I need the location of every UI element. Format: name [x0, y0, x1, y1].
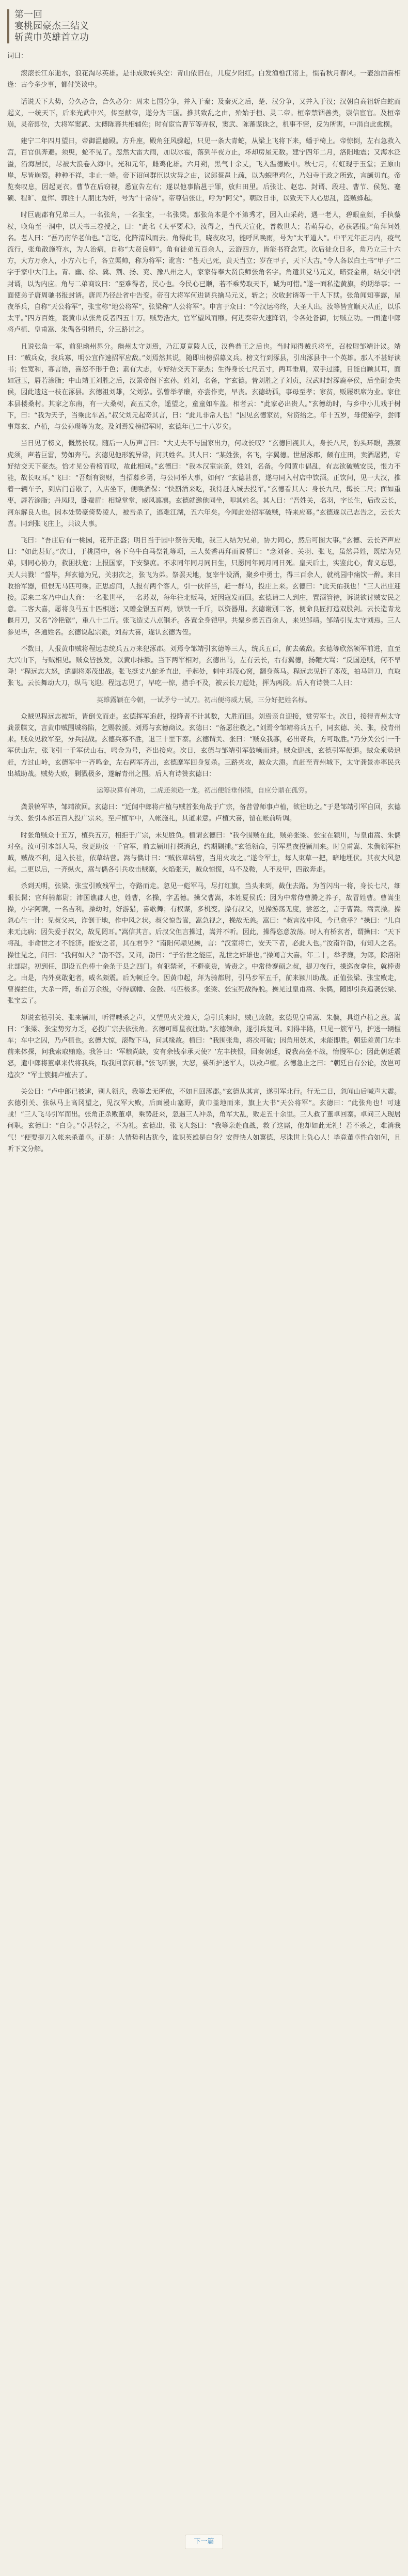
opening-verse: 滚滚长江东逝水，浪花淘尽英雄。是非成败转头空：青山依旧在，几度夕阳红。白发渔樵江渚上，惯看秋月春风。一壶浊酒喜相逢：古今多少事，都付笑谈中。: [7, 70, 401, 89]
paragraph-7: 不数日，人报黄巾贼将程远志统兵五万来犯涿郡。刘焉令邹靖引玄德等三人，统兵五百，前去破敌。玄德等欣然领军前进，直至大兴山下，与贼相见。贼众皆披发，以黄巾抹额。当下两军相对，玄德出马，左有云长，右有翼德，扬鞭大骂：“反国逆贼，何不早降！”程远志大怒，遣副将邓茂出战。张飞挺丈八蛇矛直出，手起处，刺中邓茂心窝，翻身落马。程远志见折了邓茂，拍马舞刀，直取张飞。云长舞动大刀，纵马飞迎。程远志见了，早吃一惊，措手不及，被云长刀起处，挥为两段。后人有诗赞二人曰：: [7, 645, 401, 688]
paragraph-3: 时巨鹿郡有兄弟三人，一名张角，一名张宝，一名张梁。那张角本是个不第秀才，因入山采药，遇一老人，碧眼童颜，手执藜杖，唤角至一洞中，以天书三卷授之，曰：“此名《太平要术》，汝得之，当代天宣化，普救世人；若萌异心，必获恶报。”角拜问姓名。老人曰：“吾乃南华老仙也。”言讫，化阵清风而去。角得此书，晓夜攻习，能呼风唤雨，号为“太平道人”。中平元年正月内，疫气流行，张角散施符水，为人治病，自称“大贤良师”。角有徒弟五百余人，云游四方，皆能书符念咒。次后徒众日多，角乃立三十六方，大方万余人，小方六七千，各立渠帅，称为将军；讹言：“苍天已死，黄天当立；岁在甲子，天下大吉。”令人各以白土书“甲子”二字于家中大门上。青、幽、徐、冀、荆、扬、兖、豫八州之人，家家侍奉大贤良师张角名字。角遣其党马元义，暗赍金帛，结交中涓封谞，以为内应。角与二弟商议曰：“至难得者，民心也。今民心已顺，若不乘势取天下，诚为可惜。”遂一面私造黄旗，约期举事；一面使弟子唐周驰书报封谞。唐周乃径赴省中告变。帝召大将军何进调兵擒马元义，斩之；次收封谞等一干人下狱。张角闻知事露，星夜举兵，自称“天公将军”，张宝称“地公将军”，张梁称“人公将军”。申言于众曰：“今汉运将终，大圣人出。汝等皆宜顺天从正，以乐太平。”四方百姓，裹黄巾从张角反者四五十万。贼势浩大，官军望风而靡。何进奏帝火速降诏，令各处备御，讨贼立功。一面遣中郎将卢植、皇甫嵩、朱儁各引精兵，分三路讨之。: [7, 211, 401, 334]
chapter-header: [7, 9, 401, 43]
poem-1: 英雄露颖在今朝，一试矛兮一试刀。初出便将威力展，三分好把姓名标。: [96, 696, 311, 704]
opening-label: 词曰：: [7, 52, 28, 60]
paragraph-4: 且说张角一军，前犯幽州界分。幽州太守刘焉，乃江夏竟陵人氏，汉鲁恭王之后也。当时闻得贼兵将至，召校尉邹靖计议。靖曰：“贼兵众，我兵寡，明公宜作速招军应敌。”刘焉然其说，随即出榜招募义兵。榜文行到涿县，引出涿县中一个英雄。那人不甚好读书；性宽和，寡言语，喜怒不形于色；素有大志，专好结交天下豪杰；生得身长七尺五寸，两耳垂肩，双手过膝，目能自顾其耳，面如冠玉，唇若涂脂；中山靖王刘胜之后，汉景帝阁下玄孙，姓刘，名备，字玄德。昔刘胜之子刘贞，汉武时封涿鹿亭侯，后坐酎金失侯，因此遗这一枝在涿县。玄德祖刘雄，父刘弘。弘曾举孝廉，亦尝作吏，早丧。玄德幼孤，事母至孝；家贫，贩屦织席为业。家住本县楼桑村。其家之东南，有一大桑树，高五丈余，遥望之，童童如车盖。相者云：“此家必出贵人。”玄德幼时，与乡中小儿戏于树下，曰：“我为天子，当乘此车盖。”叔父刘元起奇其言，曰：“此儿非常人也！”因见玄德家贫，常资给之。年十五岁，母使游学，尝师事郑玄、卢植，与公孙瓒等为友。及刘焉发榜招军时，玄德年已二十八岁矣。: [7, 343, 401, 431]
paragraph-8: 众贼见程远志被斩，皆倒戈而走。玄德挥军追赶，投降者不计其数，大胜而回。刘焉亲自迎接，赏劳军士。次日，接得青州太守龚景牒文，言黄巾贼围城将陷，乞赐救援。刘焉与玄德商议。玄德曰：“备愿往救之。”刘焉令邹靖将兵五千，同玄德、关、张，投青州来。贼众见救军至，分兵混战。玄德兵寡不胜，退三十里下寨。玄德谓关、张曰：“贼众我寡，必出奇兵，方可取胜。”乃分关公引一千军伏山左，张飞引一千军伏山右，鸣金为号，齐出接应。次日，玄德与邹靖引军鼓噪而进。贼众迎战，玄德引军便退。贼众乘势追赶，方过山岭，玄德军中一齐鸣金，左右两军齐出，玄德麾军回身复杀。三路夹攻，贼众大溃。直赶至青州城下，太守龚景亦率民兵出城助战。贼势大败，剿戮极多，遂解青州之围。后人有诗赞玄德曰：: [7, 712, 401, 778]
chapter-title-line-1: 宴桃园豪杰三结义: [14, 21, 89, 32]
paragraph-1: 话说天下大势，分久必合，合久必分：周末七国分争，并入于秦；及秦灭之后，楚、汉分争，又并入于汉；汉朝自高祖斩白蛇而起义，一统天下，后来光武中兴，传至献帝，遂分为三国。推其致乱之由，殆始于桓、灵二帝。桓帝禁锢善类，崇信宦官。及桓帝崩，灵帝即位，大将军窦武、太傅陈蕃共相辅佐；时有宦官曹节等弄权，窦武、陈蕃谋诛之，机事不密，反为所害，中涓自此愈横。: [7, 98, 401, 129]
chapter-number: 第一回: [14, 9, 42, 20]
paragraph-12: 却说玄德引关、张来颍川，听得喊杀之声，又望见火光烛天，急引兵来时，贼已败散。玄德见皇甫嵩、朱儁，具道卢植之意。嵩曰：“张梁、张宝势穷力乏，必投广宗去依张角。玄德可即星夜往助。”玄德领命，遂引兵复回。到得半路，只见一簇军马，护送一辆槛车；车中之囚，乃卢植也。玄德大惊，滚鞍下马，问其缘故。植曰：“我围张角，将次可破；因角用妖术，未能即胜。朝廷差黄门左丰前来体探，问我索取贿赂。我答曰：‘军粮尚缺，安有余钱奉承天使？’左丰挟恨，回奏朝廷，说我高垒不战，惰慢军心；因此朝廷震怒，遣中郎将董卓来代将我兵，取我回京问罪。”张飞听罢，大怒，要斩护送军人，以救卢植。玄德急止之曰：“朝廷自有公论，汝岂可造次？”军士簇拥卢植去了。: [7, 1014, 401, 1079]
paragraph-10: 时张角贼众十五万，植兵五万，相拒于广宗，未见胜负。植谓玄德曰：“我今围贼在此，贼弟张梁、张宝在颍川，与皇甫嵩、朱儁对垒。汝可引本部人马，我更助汝一千官军，前去颍川打探消息，约期剿捕。”玄德领命，引军星夜投颍川来。时皇甫嵩、朱儁领军拒贼，贼战不利，退入长社，依草结营。嵩与儁计曰：“贼依草结营，当用火攻之。”遂令军士，每人束草一把，暗地埋伏。其夜大风忽起。二更以后，一齐纵火，嵩与儁各引兵攻击贼寨，火焰张天，贼众惊慌，马不及鞍，人不及甲，四散奔走。: [7, 831, 401, 874]
next-chapter-button[interactable]: 下一篇: [185, 2535, 223, 2549]
pager: [0, 2535, 408, 2549]
paragraph-6: 飞曰：“吾庄后有一桃园，花开正盛；明日当于园中祭告天地，我三人结为兄弟，协力同心，然后可图大事。”玄德、云长齐声应曰：“如此甚好。”次日，于桃园中，备下乌牛白马祭礼等项，三人焚香再拜而说誓曰：“念刘备、关羽、张飞，虽然异姓，既结为兄弟，则同心协力，救困扶危；上报国家，下安黎庶。不求同年同月同日生，只愿同年同月同日死。皇天后土，实鉴此心，背义忘恩，天人共戮！”誓毕，拜玄德为兄，关羽次之，张飞为弟。祭罢天地，复宰牛设酒，聚乡中勇士，得三百余人，就桃园中痛饮一醉。来日收拾军器，但恨无马匹可乘。正思虑间，人报有两个客人，引一伙伴当，赶一群马，投庄上来。玄德曰：“此天佑我也！”三人出庄迎接。原来二客乃中山大商：一名张世平，一名苏双，每年往北贩马，近因寇发而回。玄德请二人到庄，置酒管待，诉说欲讨贼安民之意。二客大喜，愿将良马五十匹相送；又赠金银五百两，镔铁一千斤，以资器用。玄德谢别二客，便命良匠打造双股剑。云长造青龙偃月刀，又名“冷艳锯”，重八十二斤。张飞造丈八点钢矛。各置全身铠甲。共聚乡勇五百余人，来见邹靖。邹靖引见太守刘焉。三人参见毕，各通姓名。玄德说起宗派，刘焉大喜，遂认玄德为侄。: [7, 536, 401, 637]
paragraph-9: 龚景犒军毕，邹靖欲回。玄德曰：“近闻中郎将卢植与贼首张角战于广宗，备昔曾师事卢植，欲往助之。”于是邹靖引军自回，玄德与关、张引本部五百人投广宗来。至卢植军中，入帐施礼，具道来意。卢植大喜，留在帐前听调。: [7, 803, 401, 823]
chapter-title-line-2: 斩黄巾英雄首立功: [14, 32, 89, 43]
paragraph-5: 当日见了榜文，慨然长叹。随后一人厉声言曰：“大丈夫不与国家出力，何故长叹？”玄德回视其人，身长八尺，豹头环眼，燕颔虎须，声若巨雷，势如奔马。玄德见他形貌异常，问其姓名。其人曰：“某姓张，名飞，字翼德。世居涿郡，颇有庄田，卖酒屠猪，专好结交天下豪杰。恰才见公看榜而叹，故此相问。”玄德曰：“我本汉室宗亲，姓刘，名备。今闻黄巾倡乱，有志欲破贼安民，恨力不能，故长叹耳。”飞曰：“吾颇有资财，当招募乡勇，与公同举大事，如何？”玄德甚喜，遂与同入村店中饮酒。正饮间，见一大汉，推着一辆车子，到店门首歇了，入店坐下，便唤酒保：“快斟酒来吃，我待赶入城去投军。”玄德看其人：身长九尺，髯长二尺；面如重枣，唇若涂脂；丹凤眼，卧蚕眉：相貌堂堂，威风凛凛。玄德就邀他同坐，叩其姓名。其人曰：“吾姓关，名羽，字长生，后改云长，河东解良人也。因本处势豪倚势凌人，被吾杀了，逃难江湖，五六年矣。今闻此处招军破贼，特来应募。”玄德遂以己志告之，云长大喜。同到张飞庄上，共议大事。: [7, 440, 401, 528]
paragraph-13: 关公曰：“卢中郎已被逮，别人领兵，我等去无所依，不如且回涿郡。”玄德从其言，遂引军北行。行无二日，忽闻山后喊声大震。玄德引关、张纵马上高冈望之，见汉军大败，后面漫山塞野，黄巾盖地而来，旗上大书“天公将军”。玄德曰：“此张角也！可速战！”三人飞马引军而出。张角正杀败董卓，乘势赶来，忽遇三人冲杀，角军大乱，败走五十余里。三人救了董卓回寨。卓问三人现居何职。玄德曰：“白身。”卓甚轻之，不为礼。玄德出，张飞大怒曰：“我等亲赴血战，救了这厮，他却如此无礼！若不杀之，难消我气！”便要提刀入帐来杀董卓。正是：人情势利古犹今，谁识英雄是白身？安得快人如翼德，尽诛世上负心人！毕竟董卓性命如何，且听下文分解。: [7, 1088, 401, 1153]
chapter-content: [7, 51, 401, 1155]
poem-2: 运筹决算有神功，二虎还须逊一龙。初出便能垂伟绩，自应分鼎在孤穷。: [96, 786, 311, 795]
chapter-title: [14, 21, 401, 43]
paragraph-2: 建宁二年四月望日，帝御温德殿。方升座，殿角狂风骤起，只见一条大青蛇，从梁上飞将下来，蟠于椅上。帝惊倒，左右急救入宫，百官俱奔避。须臾，蛇不见了。忽然大雷大雨，加以冰雹，落到半夜方止，坏却房屋无数。建宁四年二月，洛阳地震；又海水泛溢，沿海居民，尽被大浪卷入海中。光和元年，雌鸡化雄。六月朔，黑气十余丈，飞入温德殿中。秋七月，有虹现于玉堂；五原山岸，尽皆崩裂。种种不祥，非止一端。帝下诏问群臣以灾异之由，议郎蔡邕上疏，以为蜺堕鸡化，乃妇寺干政之所致，言颇切直。帝览奏叹息，因起更衣。曹节在后窃视，悉宣告左右；遂以他事陷邕于罪，放归田里。后张让、赵忠、封谞、段珪、曹节、侯览、蹇硕、程旷、夏恽、郭胜十人朋比为奸，号为“十常侍”。帝尊信张让，呼为“阿父”。朝政日非，以致天下人心思乱，盗贼蜂起。: [7, 137, 401, 203]
paragraph-11: 杀到天明，张梁、张宝引败残军士，夺路而走。忽见一彪军马，尽打红旗，当头来到，截住去路。为首闪出一将，身长七尺，细眼长髯；官拜骑都尉；沛国谯郡人也，姓曹，名操，字孟德。操父曹嵩，本姓夏侯氏；因为中常侍曹腾之养子，故冒姓曹。曹嵩生操，小字阿瞒，一名吉利。操幼时，好游猎，喜歌舞；有权谋，多机变。操有叔父，见操游荡无度，尝怒之，言于曹嵩。嵩责操。操忽心生一计：见叔父来，诈倒于地，作中风之状。叔父惊告嵩，嵩急视之，操故无恙。嵩曰：“叔言汝中风，今已愈乎？”操曰：“儿自来无此病；因失爱于叔父，故见罔耳。”嵩信其言。后叔父但言操过，嵩并不听。因此，操得恣意放荡。时人有桥玄者，谓操曰：“天下将乱，非命世之才不能济。能安之者，其在君乎？”南阳何颙见操，言：“汉室将亡，安天下者，必此人也。”汝南许劭，有知人之名。操往见之，问曰：“我何如人？”劭不答。又问，劭曰：“子治世之能臣，乱世之奸雄也。”操闻言大喜。年二十，举孝廉，为郎，除洛阳北部尉。初到任，即设五色棒十余条于县之四门。有犯禁者，不避豪贵，皆责之。中常侍蹇硕之叔，提刀夜行，操巡夜拿住，就棒责之。由是，内外莫敢犯者，威名颇震。后为顿丘令。因黄巾起，拜为骑都尉，引马步军五千，前来颍川助战。正值张梁、张宝败走，曹操拦住，大杀一阵，斩首万余级，夺得旗幡、金鼓、马匹极多。张梁、张宝死战得脱。操见过皇甫嵩、朱儁，随即引兵追袭张梁、张宝去了。: [7, 882, 401, 1005]
